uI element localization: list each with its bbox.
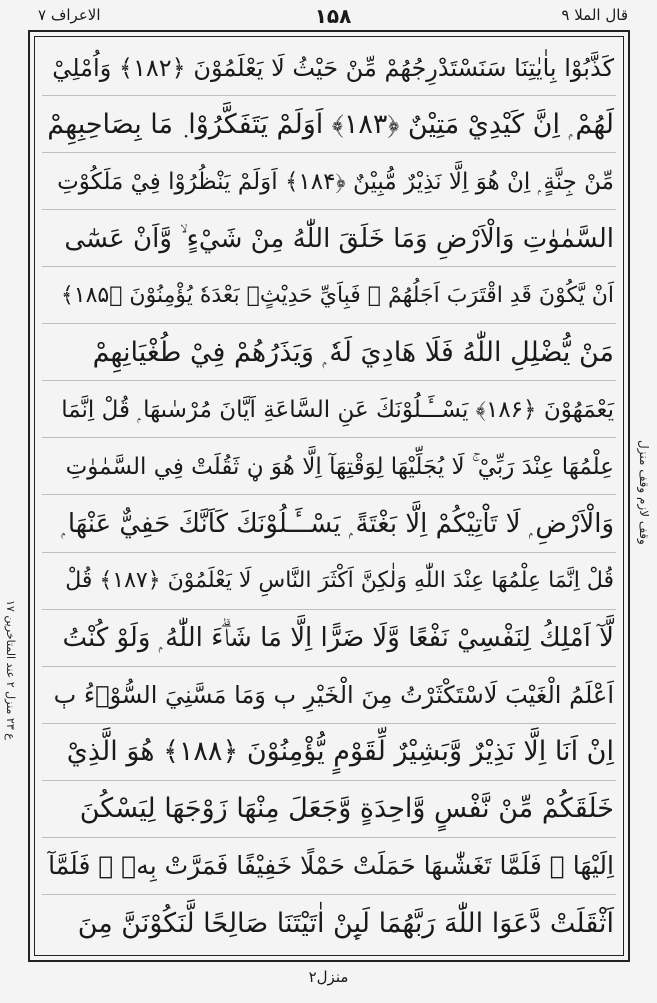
text-line: وَالْاَرْضِ ۭ لَا تَاْتِيْكُمْ اِلَّا بَغْتَةً ۭ يَسْــَٔـلُوْنَكَ كَاَنَّكَ حَفِيٌّ عَنْهَا ۭ bbox=[42, 497, 616, 553]
margin-note-ruku: ع ۲۳ منزل ۲ عند المتاخرين ۱۷ bbox=[4, 600, 17, 740]
text-line: كَذَّبُوْا بِاٰيٰتِنَا سَنَسْتَدْرِجُهُمْ مِّنْ حَيْثُ لَا يَعْلَمُوْنَ ﴿۱۸۲﴾ وَاُمْلِيْ bbox=[42, 40, 616, 96]
text-line: اَنْ يَّكُوْنَ قَدِ اقْتَرَبَ اَجَلُهُمْ ۚ فَبِاَيِّ حَدِيْثٍۢ بَعْدَهٗ يُؤْمِنُوْنَ ﴿۱۸۵﴾ bbox=[42, 268, 616, 324]
juz-name: قال الملا ۹ bbox=[561, 6, 628, 24]
text-line: يَعْمَهُوْنَ ﴿۱۸۶﴾ يَسْــَٔـلُوْنَكَ عَنِ السَّاعَةِ اَيَّانَ مُرْسٰىهَا ۭ قُلْ اِنَّمَا bbox=[42, 382, 616, 438]
text-line: لَّآ اَمْلِكُ لِنَفْسِيْ نَفْعًا وَّلَا ضَرًّا اِلَّا مَا شَاۗءَ اللّٰهُ ۭ وَلَوْ كُنْتُ bbox=[42, 611, 616, 667]
text-line: اَعْلَمُ الْغَيْبَ لَاسْتَكْثَرْتُ مِنَ الْخَيْرِ ٻ وَمَا مَسَّنِيَ السُّوْۗءُ ٻ bbox=[42, 668, 616, 724]
quran-text-block bbox=[42, 40, 616, 952]
text-line: خَلَقَكُمْ مِّنْ نَّفْسٍ وَّاحِدَةٍ وَّجَعَلَ مِنْهَا زَوْجَهَا لِيَسْكُنَ bbox=[42, 782, 616, 838]
text-line: اِلَيْهَا ۚ فَلَمَّا تَغَشّٰىهَا حَمَلَتْ حَمْلًا خَفِيْفًا فَمَرَّتْ بِهٖ ۚ فَلَمَّآ bbox=[42, 839, 616, 895]
text-line: قُلْ اِنَّمَا عِلْمُهَا عِنْدَ اللّٰهِ وَلٰكِنَّ اَكْثَرَ النَّاسِ لَا يَعْلَمُوْنَ ﴿۱۸۷﴾ قُلْ bbox=[42, 554, 616, 610]
text-line: مَنْ يُّضْلِلِ اللّٰهُ فَلَا هَادِيَ لَهٗ ۭ وَيَذَرُهُمْ فِيْ طُغْيَانِهِمْ bbox=[42, 325, 616, 381]
text-line: مِّنْ جِنَّةٍ ۭ اِنْ هُوَ اِلَّا نَذِيْرٌ مُّبِيْنٌ ﴿۱۸۴﴾ اَوَلَمْ يَنْظُرُوْا فِيْ مَلَكُوْتِ bbox=[42, 154, 616, 210]
text-line: لَهُمْ ۭ اِنَّ كَيْدِيْ مَتِيْنٌ ﴿۱۸۳﴾ اَوَلَمْ يَتَفَكَّرُوْا ٜ مَا بِصَاحِبِهِمْ bbox=[42, 97, 616, 153]
manzil-footer: منزل۲ bbox=[308, 968, 349, 986]
page-number: ۱۵۸ bbox=[314, 4, 352, 28]
page-header bbox=[38, 4, 628, 30]
text-line: اَثْقَلَتْ دَّعَوَا اللّٰهَ رَبَّهُمَا لَىِٕنْ اٰتَيْتَنَا صَالِحًا لَّنَكُوْنَنَّ مِنَ bbox=[77, 907, 614, 939]
surah-name: الاعراف ۷ bbox=[38, 6, 101, 24]
text-line: السَّمٰوٰتِ وَالْاَرْضِ وَمَا خَلَقَ اللّٰهُ مِنْ شَيْءٍ ۙ وَّاَنْ عَسٰٓى bbox=[42, 211, 616, 267]
margin-note-waqf: وقف لازم وقف منزل bbox=[637, 440, 651, 545]
text-line: اِنْ اَنَا اِلَّا نَذِيْرٌ وَّبَشِيْرٌ لِّقَوْمٍ يُّؤْمِنُوْنَ ﴿۱۸۸﴾ هُوَ الَّذِيْ bbox=[42, 725, 616, 781]
text-line: عِلْمُهَا عِنْدَ رَبِّيْ ۚ لَا يُجَلِّيْهَا لِوَقْتِهَآ اِلَّا هُوَ ڼ ثَقُلَتْ فِي السَّمٰوٰتِ bbox=[42, 439, 616, 495]
